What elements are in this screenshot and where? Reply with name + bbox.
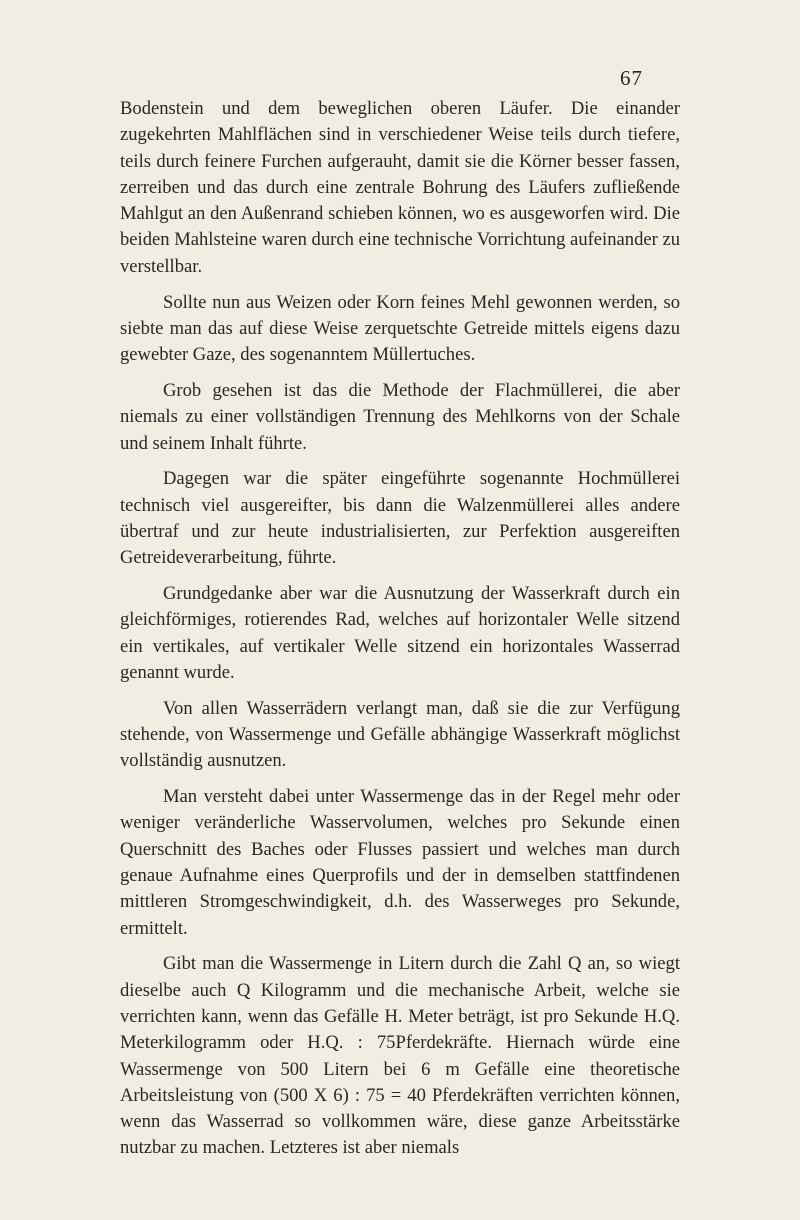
paragraph-6: Von allen Wasserrädern verlangt man, daß sie die zur Verfügung stehende, von Wassermenge und Gefälle abhängige Wasserkraft möglichst vollständig ausnutzen. xyxy=(120,697,680,772)
paragraph-7: Man versteht dabei unter Wassermenge das in der Regel mehr oder weniger veränderliche Wasservolumen, welches pro Sekunde einen Querschnitt des Baches oder Flusses passiert und welches man durch genaue Aufnahme eines Querprofils und der in demselben stattfindenen mittleren Stromgeschwindigkeit, d.h. des Wasserweges pro Sekunde, ermittelt. xyxy=(120,786,680,939)
body-text xyxy=(120,96,680,1162)
paragraph-4: Dagegen war die später eingeführte sogenannte Hochmüllerei technisch viel ausgereifter, bis dann die Walzenmüllerei alles andere übertraf und zur heute industrialisierten, zur Perfektion ausgereiften Getreideverarbeitung, führte. xyxy=(120,468,680,569)
page-number: 67 xyxy=(620,66,643,90)
paragraph-1: Bodenstein und dem beweglichen oberen Läufer. Die einander zugekehrten Mahlflächen sind in verschiedener Weise teils durch tiefere, teils durch feinere Furchen aufgerauht, damit sie die Körner besser fassen, zerreiben und das durch eine zentrale Bohrung des Läufers zufließende Mahlgut an den Außenrand schieben können, wo es ausgeworfen wird. Die beiden Mahlsteine waren durch eine technische Vorrichtung aufeinander zu verstellbar. xyxy=(120,98,681,277)
paragraph-5: Grundgedanke aber war die Ausnutzung der Wasserkraft durch ein gleichförmiges, rotierendes Rad, welches auf horizontaler Welle sitzend ein vertikales, auf vertikaler Welle sitzend ein horizontales Wasserrad genannt wurde. xyxy=(120,583,680,683)
paragraph-8: Gibt man die Wassermenge in Litern durch die Zahl Q an, so wiegt dieselbe auch Q Kilogramm und die mechanische Arbeit, welche sie verrichten kann, wenn das Gefälle H. Meter beträgt, ist pro Sekunde H.Q. Meterkilogramm oder H.Q. : 75Pferdekräfte. Hiernach würde eine Wassermenge von 500 Litern bei 6 m Gefälle eine theoretische Arbeitsleistung von (500 X 6) : 75 = 40 Pferdekräften verrichten können, wenn das Wasserrad so vollkommen wäre, diese ganze Arbeitsstärke nutzbar zu machen. Letzteres ist aber niemals xyxy=(120,953,680,1159)
paragraph-3: Grob gesehen ist das die Methode der Flachmüllerei, die aber niemals zu einer vollständigen Trennung des Mehlkorns von der Schale und seinem Inhalt führte. xyxy=(120,379,680,454)
paragraph-2: Sollte nun aus Weizen oder Korn feines Mehl gewonnen werden, so siebte man das auf diese Weise zerquetschte Getreide mittels eigens dazu gewebter Gaze, des sogenanntem Müllertuches. xyxy=(120,291,680,366)
